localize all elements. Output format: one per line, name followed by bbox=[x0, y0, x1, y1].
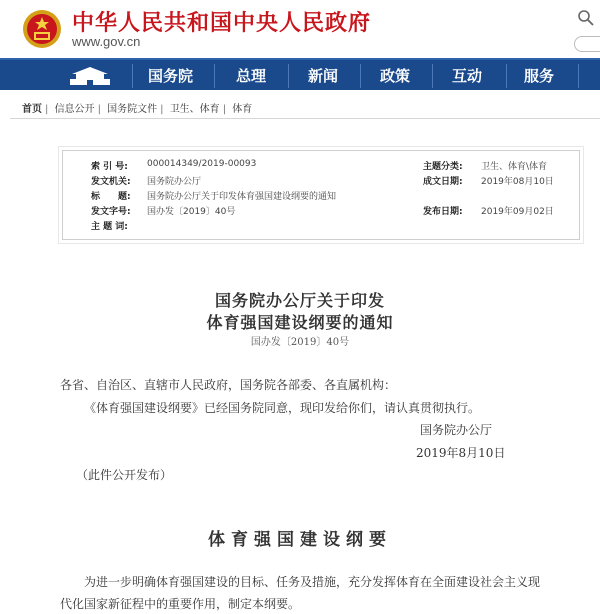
nav-divider bbox=[506, 64, 507, 88]
nav-item-premier[interactable]: 总理 bbox=[236, 67, 267, 85]
created-date-label: 成文日期: bbox=[423, 177, 463, 187]
main-nav bbox=[0, 58, 600, 90]
salutation: 各省、自治区、直辖市人民政府，国务院各部委、各直属机构： bbox=[60, 378, 397, 392]
nav-divider bbox=[360, 64, 361, 88]
breadcrumb-sports[interactable]: 体育 bbox=[232, 104, 253, 115]
tiananmen-logo-icon[interactable] bbox=[66, 65, 114, 87]
published-date-label: 发布日期: bbox=[423, 207, 463, 217]
issuer-label: 发文机关: bbox=[91, 177, 131, 187]
category-value: 卫生、体育\体育 bbox=[481, 162, 548, 172]
nav-divider bbox=[288, 64, 289, 88]
document-title-line1: 国务院办公厅关于印发 bbox=[214, 291, 385, 310]
category-label: 主题分类: bbox=[423, 162, 463, 172]
nav-divider bbox=[578, 64, 579, 88]
site-title[interactable]: 中华人民共和国中央人民政府 bbox=[72, 10, 372, 36]
subject-label: 主 题 词: bbox=[91, 222, 128, 232]
paragraph: 《体育强国建设纲要》已经国务院同意，现印发给你们，请认真贯彻执行。 bbox=[84, 401, 481, 415]
site-url[interactable]: www.gov.cn bbox=[72, 34, 141, 49]
section-title: 体育强国建设纲要 bbox=[208, 530, 392, 550]
issuer-value: 国务院办公厅 bbox=[147, 177, 202, 187]
document-info-box bbox=[62, 150, 580, 240]
nav-item-policy[interactable]: 政策 bbox=[380, 67, 411, 85]
breadcrumb: 首页 | 信息公开 | 国务院文件 | 卫生、体育 | 体育 bbox=[22, 104, 253, 115]
doc-number-value: 国办发〔2019〕40号 bbox=[147, 207, 236, 217]
index-value: 000014349/2019-00093 bbox=[147, 159, 257, 169]
document-number: 国办发〔2019〕40号 bbox=[250, 337, 350, 348]
document-title-line2: 体育强国建设纲要的通知 bbox=[206, 313, 394, 332]
body-line: 为进一步明确体育强国建设的目标、任务及措施，充分发挥体育在全面建设社会主义现 bbox=[84, 575, 541, 589]
breadcrumb-state-docs[interactable]: 国务院文件 bbox=[107, 104, 158, 115]
nav-divider bbox=[214, 64, 215, 88]
site-header bbox=[0, 0, 600, 58]
release-note: （此件公开发布） bbox=[76, 468, 173, 482]
national-emblem-icon[interactable] bbox=[22, 9, 62, 49]
title-label: 标 题: bbox=[91, 192, 131, 202]
breadcrumb-home[interactable]: 首页 bbox=[22, 104, 42, 115]
doc-number-label: 发文字号: bbox=[91, 207, 131, 217]
nav-item-services[interactable]: 服务 bbox=[524, 67, 555, 85]
divider bbox=[10, 118, 600, 119]
title-value: 国务院办公厅关于印发体育强国建设纲要的通知 bbox=[147, 192, 337, 202]
created-date-value: 2019年08月10日 bbox=[481, 177, 554, 187]
search-input[interactable] bbox=[574, 36, 600, 52]
signature-org: 国务院办公厅 bbox=[420, 423, 493, 437]
body-line: 代化国家新征程中的重要作用，制定本纲要。 bbox=[60, 597, 301, 611]
breadcrumb-info-public[interactable]: 信息公开 bbox=[54, 104, 95, 115]
search-icon[interactable] bbox=[576, 8, 596, 28]
nav-divider bbox=[432, 64, 433, 88]
breadcrumb-health-sports[interactable]: 卫生、体育 bbox=[169, 104, 220, 115]
published-date-value: 2019年09月02日 bbox=[481, 207, 554, 217]
nav-item-interaction[interactable]: 互动 bbox=[452, 67, 483, 85]
nav-item-news[interactable]: 新闻 bbox=[308, 67, 339, 85]
nav-item-state-council[interactable]: 国务院 bbox=[148, 67, 194, 85]
index-label: 索 引 号: bbox=[91, 162, 128, 172]
signature-date: 2019年8月10日 bbox=[416, 446, 506, 460]
nav-divider bbox=[132, 64, 133, 88]
